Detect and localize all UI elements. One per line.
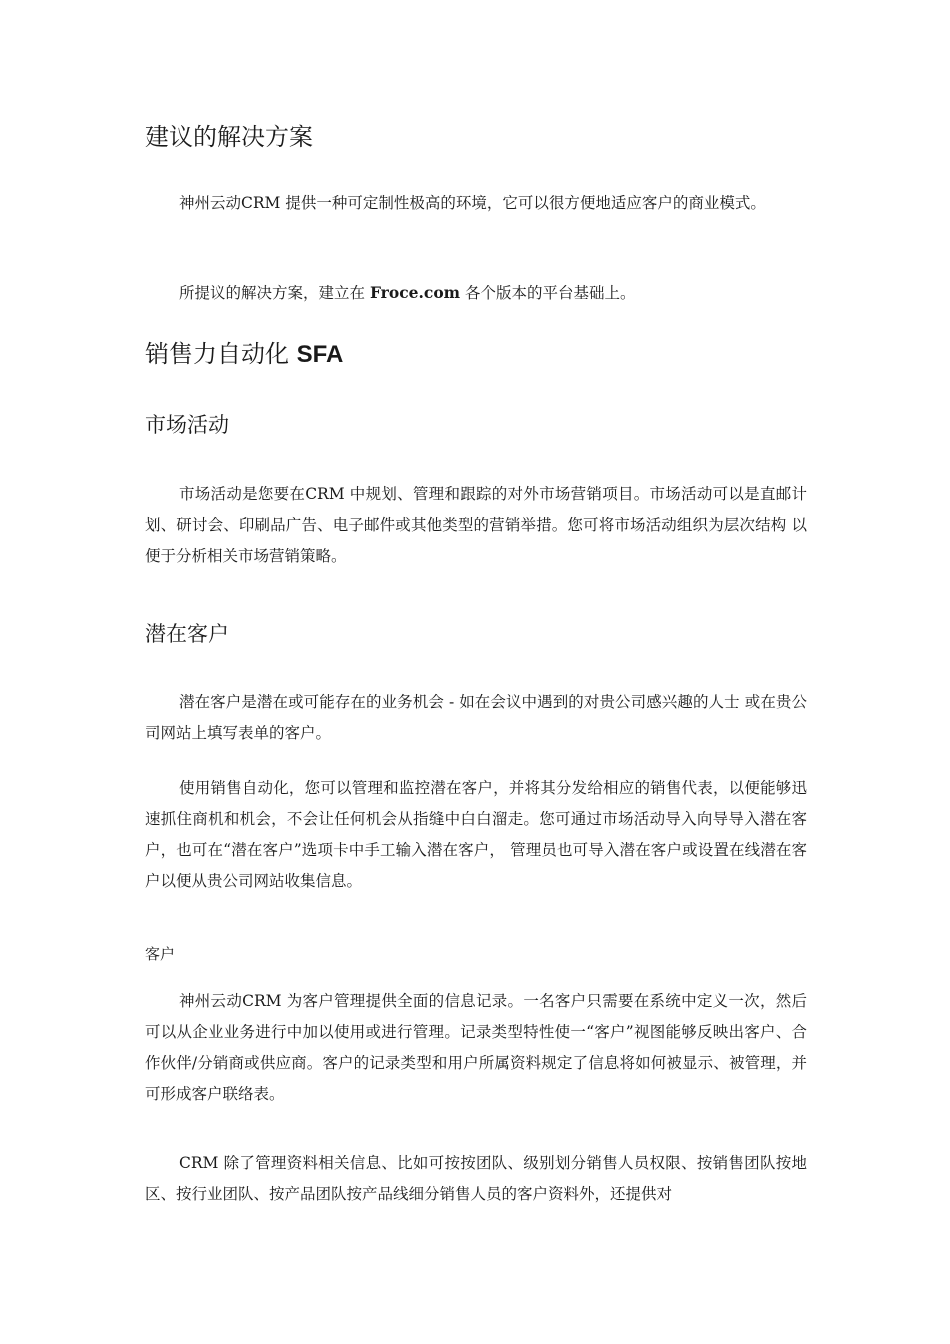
paragraph-accounts-2: CRM 除了管理资料相关信息、比如可按按团队、级别划分销售人员权限、按销售团队按地区、按行业团队、按产品团队按产品线细分销售人员的客户资料外，还提供对: [145, 1154, 807, 1203]
paragraph-campaign: 市场活动是您要在CRM 中规划、管理和跟踪的对外市场营销项目。市场活动可以是直邮计划、研讨会、印刷品广告、电子邮件或其他类型的营销举措。您可将市场活动组织为层次结构 以便于分析相关市场营销策略。: [145, 485, 807, 565]
heading-campaign: 市场活动: [145, 413, 229, 437]
intro-2-prefix: 所提议的解决方案，建立在: [179, 284, 366, 302]
heading-leads: 潜在客户: [145, 622, 229, 646]
paragraph-intro-2: [145, 277, 807, 309]
paragraph-intro-1: 神州云动CRM 提供一种可定制性极高的环境，它可以很方便地适应客户的商业模式。: [179, 194, 766, 212]
intro-2-suffix: 各个版本的平台基础上。: [465, 284, 636, 302]
heading-sfa-acronym: SFA: [296, 341, 344, 368]
heading-sfa: [145, 334, 343, 369]
heading-sfa-text: 销售力自动化: [145, 340, 289, 368]
heading-accounts: 客户: [145, 945, 176, 963]
paragraph-leads-2: 使用销售自动化，您可以管理和监控潜在客户，并将其分发给相应的销售代表，以便能够迅速抓住商机和机会，不会让任何机会从指缝中白白溜走。您可通过市场活动导入向导导入潜在客户，也可在“潜在客户”选项卡中手工输入潜在客户， 管理员也可导入潜在客户或设置在线潜在客户以便从贵公司网站收集信息。: [145, 779, 807, 890]
intro-2-platform: Froce.com: [369, 283, 461, 302]
heading-proposed-solution: 建议的解决方案: [145, 123, 313, 151]
paragraph-accounts-1: 神州云动CRM 为客户管理提供全面的信息记录。一名客户只需要在系统中定义一次，然后可以从企业业务进行中加以使用或进行管理。记录类型特性使一“客户”视图能够反映出客户、合作伙伴/分销商或供应商。客户的记录类型和用户所属资料规定了信息将如何被显示、被管理，并可形成客户联络表。: [145, 992, 807, 1103]
paragraph-leads-1: 潜在客户是潜在或可能存在的业务机会 - 如在会议中遇到的对贵公司感兴趣的人士 或在贵公司网站上填写表单的客户。: [145, 693, 807, 742]
